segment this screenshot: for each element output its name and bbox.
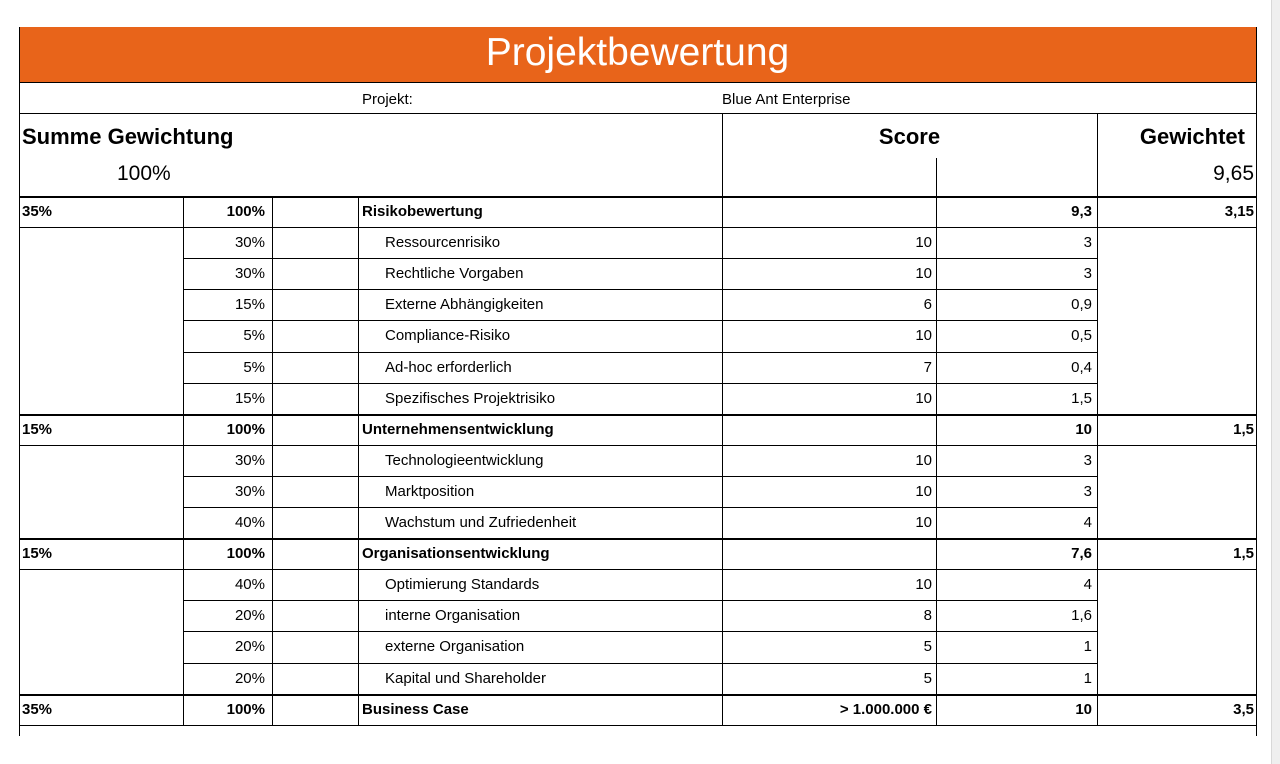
column-divider-gewichtet: [1097, 196, 1098, 725]
item-name: externe Organisation: [385, 638, 525, 655]
item-weight: 15%: [234, 296, 265, 313]
header-divider-score: [722, 113, 723, 196]
title-banner: [19, 27, 1256, 82]
item-row-bottom-line: [183, 258, 1097, 259]
item-weighted: 0,4: [1071, 359, 1092, 376]
item-score: 8: [923, 607, 932, 624]
item-weight: 15%: [234, 390, 265, 407]
item-weighted: 3: [1083, 265, 1092, 282]
item-score: 10: [915, 390, 932, 407]
summe-gewichtung-header: Summe Gewichtung: [22, 124, 234, 149]
item-score: 5: [923, 638, 932, 655]
item-score: 10: [915, 483, 932, 500]
item-name: Technologieentwicklung: [385, 452, 544, 469]
column-divider-weight: [183, 196, 184, 725]
item-name: Rechtliche Vorgaben: [385, 265, 524, 282]
item-row-bottom-line: [183, 320, 1097, 321]
score-header: Score: [878, 124, 941, 149]
item-row-bottom-line: [183, 476, 1097, 477]
item-score: 7: [923, 359, 932, 376]
section-weighted: 1,5: [1233, 545, 1254, 562]
section-name: Unternehmensentwicklung: [362, 421, 554, 438]
header-divider-gewichtet: [1097, 113, 1098, 196]
section-score: 9,3: [1071, 203, 1092, 220]
section-subtotal: 100%: [226, 203, 265, 220]
item-weight: 30%: [234, 265, 265, 282]
project-value: Blue Ant Enterprise: [722, 91, 851, 108]
section-row-top-line: [19, 694, 1256, 696]
item-weighted: 1,5: [1071, 390, 1092, 407]
item-name: interne Organisation: [385, 607, 521, 624]
section-row-bottom-line: [19, 725, 1256, 726]
section-weighted: 3,15: [1224, 203, 1254, 220]
section-score: 7,6: [1071, 545, 1092, 562]
frame-right: [1256, 27, 1257, 736]
project-line-bottom: [19, 113, 1256, 114]
item-row-bottom-line: [183, 383, 1097, 384]
header-divider-score-split: [936, 158, 937, 196]
item-weight: 5%: [243, 359, 265, 376]
item-weighted: 0,9: [1071, 296, 1092, 313]
section-row-bottom-line: [19, 569, 1256, 570]
item-weighted: 1,6: [1071, 607, 1092, 624]
section-row-top-line: [19, 196, 1256, 198]
item-weight: 20%: [234, 638, 265, 655]
item-score: 6: [923, 296, 932, 313]
item-row-bottom-line: [183, 507, 1097, 508]
section-subtotal: 100%: [226, 545, 265, 562]
item-weighted: 3: [1083, 483, 1092, 500]
item-weight: 30%: [234, 452, 265, 469]
item-row-bottom-line: [183, 631, 1097, 632]
column-divider-score: [722, 196, 723, 725]
item-weighted: 0,5: [1071, 327, 1092, 344]
column-divider-subtotal: [272, 196, 273, 725]
item-weighted: 4: [1083, 576, 1092, 593]
item-weight: 30%: [234, 483, 265, 500]
section-subtotal: 100%: [226, 701, 265, 718]
section-weight: 15%: [22, 421, 53, 438]
item-weight: 20%: [234, 670, 265, 687]
item-name: Optimierung Standards: [385, 576, 540, 593]
item-score: 5: [923, 670, 932, 687]
section-subtotal: 100%: [226, 421, 265, 438]
item-score: 10: [915, 265, 932, 282]
section-score-left: > 1.000.000 €: [839, 701, 932, 718]
item-weight: 20%: [234, 607, 265, 624]
section-weight: 35%: [22, 701, 53, 718]
section-weighted: 1,5: [1233, 421, 1254, 438]
frame-left: [19, 27, 20, 736]
section-weight: 35%: [22, 203, 53, 220]
item-name: Kapital und Shareholder: [385, 670, 546, 687]
section-weight: 15%: [22, 545, 53, 562]
banner-bottom-line: [19, 82, 1256, 83]
item-score: 10: [915, 452, 932, 469]
summe-gewichtung-value: 100%: [117, 162, 171, 185]
column-divider-score-split: [936, 196, 937, 725]
item-row-bottom-line: [183, 352, 1097, 353]
item-name: Spezifisches Projektrisiko: [385, 390, 556, 407]
vertical-scrollbar[interactable]: [1271, 0, 1280, 764]
item-name: Compliance-Risiko: [385, 327, 511, 344]
item-name: Ad-hoc erforderlich: [385, 359, 512, 376]
section-row-top-line: [19, 414, 1256, 416]
item-row-bottom-line: [183, 663, 1097, 664]
section-weighted: 3,5: [1233, 701, 1254, 718]
page-title: Projektbewertung: [485, 31, 790, 74]
item-weight: 30%: [234, 234, 265, 251]
section-score: 10: [1075, 421, 1092, 438]
section-name: Organisationsentwicklung: [362, 545, 550, 562]
section-name: Risikobewertung: [362, 203, 483, 220]
column-divider-name: [358, 196, 359, 725]
gewichtet-header: Gewichtet: [1139, 124, 1245, 149]
item-weighted: 1: [1083, 670, 1092, 687]
item-name: Externe Abhängigkeiten: [385, 296, 544, 313]
item-weighted: 4: [1083, 514, 1092, 531]
item-score: 10: [915, 234, 932, 251]
item-row-bottom-line: [183, 600, 1097, 601]
item-row-bottom-line: [183, 289, 1097, 290]
section-name: Business Case: [362, 701, 469, 718]
item-weight: 40%: [234, 576, 265, 593]
section-row-top-line: [19, 538, 1256, 540]
section-score: 10: [1075, 701, 1092, 718]
item-name: Wachstum und Zufriedenheit: [385, 514, 577, 531]
gewichtet-total-value: 9,65: [1213, 162, 1254, 185]
item-score: 10: [915, 327, 932, 344]
item-weight: 40%: [234, 514, 265, 531]
item-score: 10: [915, 514, 932, 531]
item-name: Ressourcenrisiko: [385, 234, 501, 251]
item-name: Marktposition: [385, 483, 475, 500]
item-weighted: 3: [1083, 234, 1092, 251]
item-weight: 5%: [243, 327, 265, 344]
project-label: Projekt:: [362, 91, 413, 108]
item-score: 10: [915, 576, 932, 593]
section-row-bottom-line: [19, 227, 1256, 228]
section-row-bottom-line: [19, 445, 1256, 446]
item-weighted: 3: [1083, 452, 1092, 469]
item-weighted: 1: [1083, 638, 1092, 655]
